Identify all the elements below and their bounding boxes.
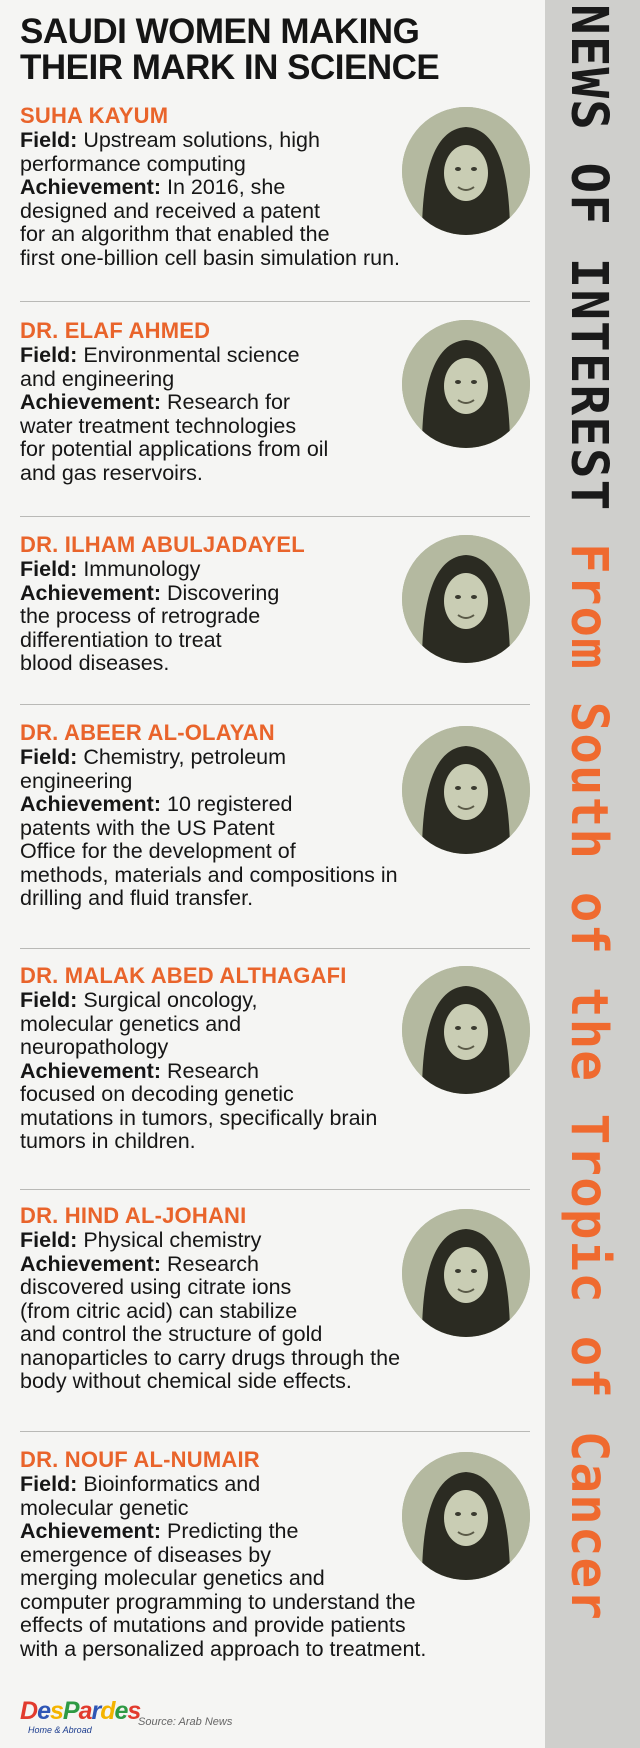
achievement-text: Office for the development of: [20, 839, 296, 863]
achievement-text: patents with the US Patent: [20, 815, 275, 840]
field-text: Upstream solutions, high: [83, 128, 320, 152]
achievement-text: computer programming to understand the: [20, 1589, 416, 1614]
field-label: Field:: [20, 1228, 78, 1252]
field-label: Field:: [20, 128, 78, 152]
field-label: Field:: [20, 1472, 78, 1496]
achievement-text: and control the structure of gold: [20, 1322, 323, 1346]
achievement-text: merging molecular genetics and: [20, 1566, 325, 1590]
sidebar-text-tropic: From South of the Tropic of Cancer: [559, 543, 618, 1621]
achievement-label: Achievement:: [20, 1519, 161, 1543]
section-divider: [20, 1431, 530, 1432]
profile-photo: [402, 535, 530, 663]
profile-name: DR. NOUF AL-NUMAIR: [20, 1447, 260, 1472]
section-divider: [20, 704, 530, 705]
achievement-text: with a personalized approach to treatment.: [20, 1636, 427, 1661]
field-text: performance computing: [20, 151, 246, 176]
achievement-line: [20, 1614, 530, 1638]
logo-subtitle: Home & Abroad: [28, 1725, 92, 1735]
achievement-line: [20, 1591, 530, 1615]
profile-photo: [402, 966, 530, 1094]
achievement-label: Achievement:: [20, 175, 161, 199]
field-label: Field:: [20, 343, 78, 367]
achievement-text: Discovering: [166, 580, 280, 605]
field-text: Environmental science: [83, 343, 300, 367]
field-text: Physical chemistry: [83, 1228, 262, 1252]
achievement-text: water treatment technologies: [20, 413, 297, 438]
achievement-label: Achievement:: [20, 792, 161, 816]
achievement-text: Research: [166, 1251, 259, 1276]
field-label: Field:: [20, 745, 78, 769]
achievement-text: differentiation to treat: [20, 627, 222, 652]
achievement-line: [20, 1638, 530, 1662]
achievement-text: discovered using citrate ions: [20, 1275, 292, 1299]
profile-photo: [402, 1452, 530, 1580]
profile-name: DR. HIND AL-JOHANI: [20, 1203, 247, 1228]
logo: [20, 1697, 141, 1743]
achievement-line: [20, 247, 530, 271]
field-text: molecular genetics and: [20, 1011, 242, 1036]
achievement-text: Research for: [166, 390, 291, 414]
achievement-text: effects of mutations and provide patients: [20, 1613, 406, 1637]
achievement-line: [20, 864, 530, 888]
profile-name: DR. ILHAM ABULJADAYEL: [20, 532, 305, 557]
achievement-text: first one-billion cell basin simulation run.: [20, 245, 401, 270]
title-line-1: SAUDI WOMEN MAKING: [20, 12, 420, 51]
achievement-text: nanoparticles to carry drugs through the: [20, 1345, 401, 1370]
field-text: engineering: [20, 768, 133, 793]
achievement-text: In 2016, she: [166, 175, 286, 199]
section-divider: [20, 301, 530, 302]
profile-name: DR. ABEER AL-OLAYAN: [20, 720, 275, 745]
achievement-text: the process of retrograde: [20, 604, 261, 628]
achievement-line: [20, 1347, 530, 1371]
logo-letter: e: [37, 1697, 50, 1725]
logo-letter: e: [114, 1697, 128, 1725]
achievement-text: tumors in children.: [20, 1129, 196, 1153]
logo-letter: P: [62, 1697, 79, 1725]
field-label: Field:: [20, 988, 78, 1012]
logo-letter: s: [127, 1697, 141, 1725]
achievement-label: Achievement:: [20, 1058, 161, 1083]
field-text: molecular genetic: [20, 1495, 189, 1520]
logo-letter: D: [20, 1697, 38, 1725]
achievement-text: mutations in tumors, specifically brain: [20, 1105, 378, 1130]
profile-photo: [402, 1209, 530, 1337]
section-divider: [20, 516, 530, 517]
field-text: and engineering: [20, 366, 175, 391]
achievement-text: for potential applications from oil: [20, 437, 329, 461]
achievement-text: focused on decoding genetic: [20, 1082, 294, 1106]
title-line-2: THEIR MARK IN SCIENCE: [20, 48, 440, 87]
logo-letter: s: [49, 1697, 63, 1725]
profile-photo: [402, 726, 530, 854]
source-credit: Source: Arab News: [138, 1716, 233, 1728]
page-title: [20, 14, 540, 86]
field-text: Bioinformatics and: [83, 1472, 261, 1496]
achievement-line: [20, 887, 530, 911]
section-divider: [20, 1189, 530, 1190]
logo-letter: a: [78, 1697, 92, 1725]
profile-name: DR. MALAK ABED ALTHAGAFI: [20, 963, 347, 988]
field-label: Field:: [20, 557, 78, 581]
achievement-text: drilling and fluid transfer.: [20, 886, 254, 910]
sidebar-heading: [558, 4, 618, 1621]
profile-photo: [402, 320, 530, 448]
achievement-text: for an algorithm that enabled the: [20, 222, 330, 246]
logo-letter: r: [91, 1697, 101, 1725]
achievement-text: and gas reservoirs.: [20, 460, 203, 485]
achievement-label: Achievement:: [20, 580, 161, 605]
achievement-text: Predicting the: [166, 1519, 299, 1543]
field-text: Immunology: [83, 557, 201, 581]
achievement-line: [20, 462, 530, 486]
profile-photo: [402, 107, 530, 235]
achievement-text: blood diseases.: [20, 651, 170, 675]
achievement-line: [20, 1370, 530, 1394]
achievement-label: Achievement:: [20, 1251, 161, 1276]
logo-wordmark: [20, 1697, 141, 1725]
achievement-text: emergence of diseases by: [20, 1542, 271, 1567]
achievement-text: 10 registered: [166, 792, 293, 816]
achievement-text: Research: [166, 1058, 259, 1083]
achievement-label: Achievement:: [20, 390, 161, 414]
profile-name: SUHA KAYUM: [20, 103, 169, 128]
achievement-line: [20, 1107, 530, 1131]
field-text: Chemistry, petroleum: [83, 745, 287, 769]
field-text: Surgical oncology,: [83, 988, 258, 1012]
field-text: neuropathology: [20, 1035, 169, 1059]
achievement-text: methods, materials and compositions in: [20, 862, 398, 887]
achievement-text: body without chemical side effects.: [20, 1369, 352, 1393]
achievement-text: designed and received a patent: [20, 198, 321, 223]
profile-name: DR. ELAF AHMED: [20, 318, 211, 343]
sidebar-text-news: NEWS OF INTEREST: [559, 4, 618, 512]
section-divider: [20, 948, 530, 949]
achievement-line: [20, 1130, 530, 1154]
logo-letter: d: [100, 1697, 115, 1725]
achievement-text: (from citric acid) can stabilize: [20, 1298, 298, 1323]
